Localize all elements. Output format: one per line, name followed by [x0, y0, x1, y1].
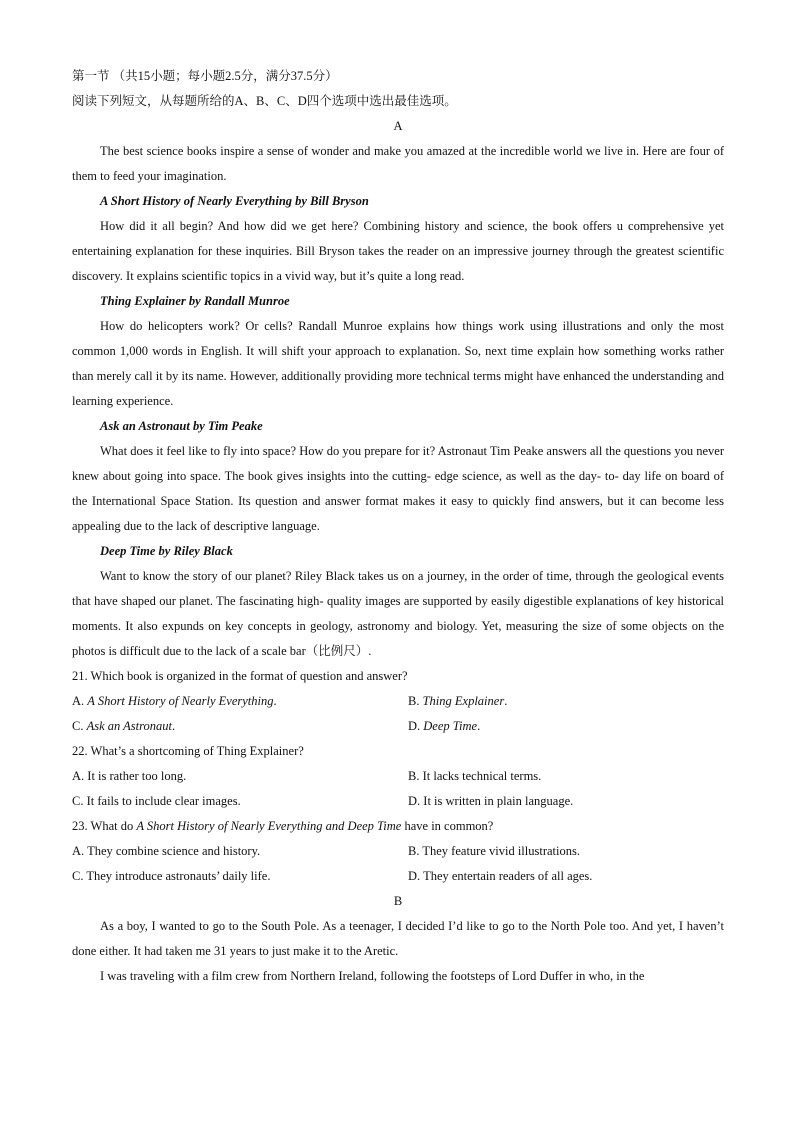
question-21-options-row-1	[72, 689, 724, 714]
option-22-d: D. It is written in plain language.	[408, 794, 574, 808]
book-text-2: How do helicopters work? Or cells? Randall Munroe explains how things work using illustrations and only the most common 1,000 words in English. It will shift your approach to explanation. So, next time explain how something works rather than merely call it by its name. However, additionally providing more technical terms might have enhanced the understanding and learning experience.	[72, 319, 724, 408]
book-title-2: Thing Explainer by Randall Munroe	[100, 294, 290, 308]
section-instruction: 阅读下列短文，从每题所给的A、B、C、D四个选项中选出最佳选项。	[72, 94, 457, 108]
book-text-4: Want to know the story of our planet? Riley Black takes us on a journey, in the order of time, through the geological events that have shaped our planet. The fascinating high- quality images are supported by easily digestible explanations of key historical moments. It also expunds on key concepts in geology, astronomy and biology. Yet, measuring the size of some objects on the photos is difficult due to the lack of a scale bar（比例尺）.	[72, 569, 724, 658]
book-title-1: A Short History of Nearly Everything by Bill Bryson	[100, 194, 369, 208]
option-21-c: C. Ask an Astronaut.	[72, 719, 176, 733]
section-heading: 第一节 （共15小题；每小题2.5分，满分37.5分）	[72, 69, 338, 83]
question-21-stem: 21. Which book is organized in the format of question and answer?	[72, 669, 408, 683]
question-23-options-row-2	[72, 864, 724, 889]
exam-page	[72, 64, 724, 989]
option-22-b: B. It lacks technical terms.	[408, 769, 542, 783]
book-text-1: How did it all begin? And how did we get here? Combining history and science, the book offers u comprehensive yet entertaining explanation for these inquiries. Bill Bryson takes the reader on an impressive journey through the greatest scientific discovery. It explains scientific topics in a vivid way, but it’s quite a long read.	[72, 219, 724, 283]
option-23-d: D. They entertain readers of all ages.	[408, 869, 593, 883]
option-23-a: A. They combine science and history.	[72, 844, 261, 858]
book-title-3: Ask an Astronaut by Tim Peake	[100, 419, 263, 433]
passage-b-paragraph-1: As a boy, I wanted to go to the South Pole. As a teenager, I decided I’d like to go to the North Pole too. And yet, I haven’t done either. It had taken me 31 years to just make it to the Aretic.	[72, 919, 724, 958]
question-22-options-row-1	[72, 764, 724, 789]
option-21-a: A. A Short History of Nearly Everything.	[72, 694, 277, 708]
book-text-3: What does it feel like to fly into space? How do you prepare for it? Astronaut Tim Peake answers all the questions you never knew about going into space. The book gives insights into the cutting- edge science, as well as the day- to- day life on board of the International Space Station. Its question and answer format makes it easy to quickly find answers, but it can become less appealing due to the lack of descriptive language.	[72, 444, 724, 533]
option-22-c: C. It fails to include clear images.	[72, 794, 241, 808]
option-21-b: B. Thing Explainer.	[408, 694, 508, 708]
option-23-c: C. They introduce astronauts’ daily life.	[72, 869, 271, 883]
passage-b-label: B	[393, 894, 403, 908]
question-22-options-row-2	[72, 789, 724, 814]
passage-a-intro: The best science books inspire a sense of wonder and make you amazed at the incredible world we live in. Here are four of them to feed your imagination.	[72, 144, 724, 183]
book-title-4: Deep Time by Riley Black	[100, 544, 233, 558]
question-22-stem: 22. What’s a shortcoming of Thing Explainer?	[72, 744, 304, 758]
passage-a-label: A	[393, 119, 403, 133]
option-23-b: B. They feature vivid illustrations.	[408, 844, 580, 858]
option-22-a: A. It is rather too long.	[72, 769, 187, 783]
option-21-d: D. Deep Time.	[408, 719, 481, 733]
question-23-stem: 23. What do A Short History of Nearly Everything and Deep Time have in common?	[72, 819, 494, 833]
question-21-options-row-2	[72, 714, 724, 739]
question-23-options-row-1	[72, 839, 724, 864]
passage-b-paragraph-2: I was traveling with a film crew from Northern Ireland, following the footsteps of Lord Duffer in who, in the	[100, 969, 645, 983]
